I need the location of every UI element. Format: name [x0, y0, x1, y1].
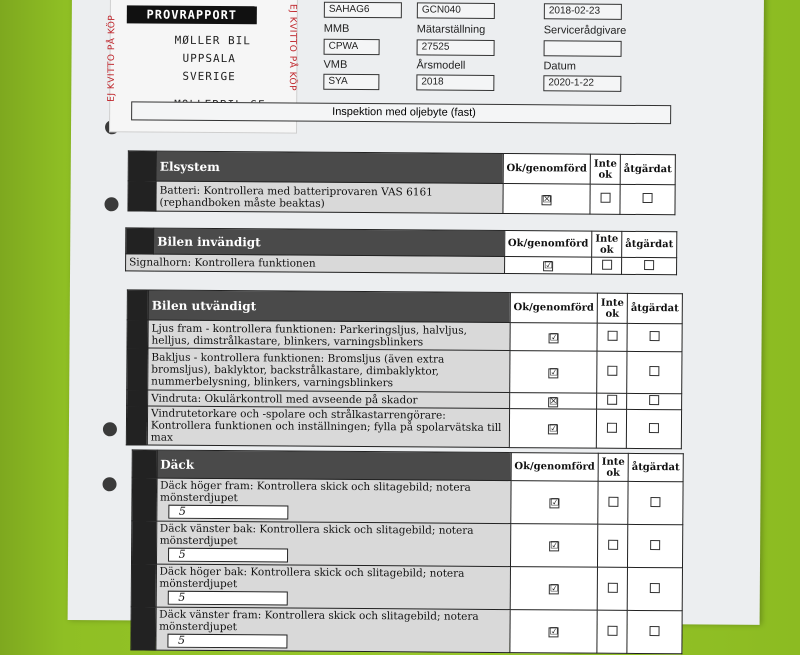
document-page	[68, 0, 764, 647]
col-inte-ok: Inte ok	[597, 293, 627, 323]
check-item: Däck höger fram: Kontrollera skick och slitagebild; notera mönsterdjupet	[159, 479, 471, 505]
atgardat-checkbox[interactable]	[649, 395, 659, 405]
punch-hole	[103, 477, 117, 491]
receipt-line: UPPSALA	[182, 51, 236, 66]
atgardat-checkbox[interactable]	[643, 193, 653, 203]
section-title: Elsystem	[156, 151, 503, 183]
check-item: Bakljus - kontrollera funktionen: Bromsljus (även extra bromsljus), baklyktor, backstrålkastare, dimbaklyktor, nummerbelysning, blinkers, varningsblinkers	[148, 348, 510, 393]
col-atgardat: åtgärdat	[620, 154, 675, 184]
atgardat-checkbox[interactable]	[650, 331, 660, 341]
atgardat-checkbox[interactable]	[644, 260, 654, 270]
field-date-1: 2018-02-23	[544, 3, 622, 20]
tread-depth-field[interactable]: 5	[168, 505, 288, 520]
inte-ok-checkbox[interactable]	[607, 422, 617, 432]
ok-checkbox[interactable]: ☑	[543, 260, 553, 272]
check-item: Batteri: Kontrollera med batteriprovaren VAS 6161 (rephandboken måste beaktas)	[156, 181, 503, 213]
section-title: Bilen utvändigt	[148, 290, 510, 323]
ok-checkbox[interactable]: ☒	[549, 395, 559, 407]
atgardat-checkbox[interactable]	[649, 366, 659, 376]
section-marker	[126, 228, 154, 254]
inte-ok-checkbox[interactable]	[602, 259, 612, 269]
col-inte-ok: Inte ok	[592, 231, 622, 257]
col-inte-ok: Inte ok	[590, 154, 620, 184]
field-vmb: SYA	[323, 74, 379, 90]
check-item: Däck vänster fram: Kontrollera skick och slitagebild; notera mönsterdjupet	[159, 608, 479, 634]
inte-ok-checkbox[interactable]	[607, 582, 617, 592]
section-bilen-invandigt	[125, 227, 677, 275]
section-dack	[130, 449, 683, 654]
label-mmb: MMB	[323, 22, 350, 35]
ok-checkbox[interactable]: ☑	[549, 331, 559, 343]
tread-depth-field[interactable]: 5	[168, 548, 288, 563]
section-title: Däck	[157, 450, 511, 480]
field-code: GCN040	[417, 2, 495, 19]
col-inte-ok: Inte ok	[598, 453, 628, 481]
col-atgardat: åtgärdat	[622, 231, 677, 257]
label-serviceradgivare: Servicerådgivare	[543, 24, 627, 37]
label-datum: Datum	[543, 60, 576, 73]
check-item: Vindruta: Okulärkontroll med avseende på skador	[148, 390, 510, 409]
col-ok: Ok/genomförd	[503, 154, 591, 185]
section-marker	[127, 290, 148, 320]
receipt-title: PROVRAPPORT	[127, 5, 257, 24]
check-item: Vindrutetorkare och -spolare och strålkastarrengörare: Kontrollera funktionen och inställningen; fylla på spolarvätska till max	[147, 406, 509, 448]
inte-ok-checkbox[interactable]	[608, 539, 618, 549]
atgardat-checkbox[interactable]	[650, 497, 660, 507]
punch-hole	[104, 197, 118, 211]
inte-ok-checkbox[interactable]	[607, 395, 617, 405]
tread-depth-field[interactable]: 5	[167, 591, 287, 606]
check-item: Signalhorn: Kontrollera funktionen	[126, 254, 505, 274]
check-item: Däck höger bak: Kontrollera skick och slitagebild; notera mönsterdjupet	[159, 565, 465, 591]
check-item: Däck vänster bak: Kontrollera skick och slitagebild; notera mönsterdjupet	[159, 522, 474, 548]
col-ok: Ok/genomförd	[511, 453, 599, 482]
inte-ok-checkbox[interactable]	[607, 625, 617, 635]
receipt-side-text: EJ KVITTO PÅ KÖP	[286, 3, 298, 92]
atgardat-checkbox[interactable]	[650, 540, 660, 550]
field-datum: 2020-1-22	[543, 75, 621, 92]
service-type: Inspektion med oljebyte (fast)	[131, 101, 671, 124]
receipt-line: SVERIGE	[182, 69, 236, 84]
receipt-line: MØLLER BIL	[174, 33, 251, 48]
section-title: Bilen invändigt	[154, 228, 505, 256]
receipt-side-text: EJ KVITTO PÅ KÖP	[106, 14, 118, 102]
punch-hole	[103, 422, 117, 436]
atgardat-checkbox[interactable]	[649, 423, 659, 433]
section-marker	[132, 450, 157, 478]
ok-checkbox[interactable]: ☑	[548, 423, 558, 435]
ok-checkbox[interactable]: ☑	[549, 540, 560, 552]
ok-checkbox[interactable]: ☒	[542, 193, 552, 205]
field-matarstallning: 27525	[417, 39, 495, 56]
inte-ok-checkbox[interactable]	[607, 366, 617, 376]
ok-checkbox[interactable]: ☑	[550, 497, 560, 509]
field-vin-prefix: SAHAG6	[324, 2, 402, 19]
label-vmb: VMB	[323, 58, 348, 71]
field-arsmodell: 2018	[416, 74, 494, 91]
atgardat-checkbox[interactable]	[650, 583, 660, 593]
inte-ok-checkbox[interactable]	[607, 331, 617, 341]
section-elsystem	[127, 150, 675, 215]
field-mmb: CPWA	[324, 39, 380, 55]
atgardat-checkbox[interactable]	[650, 626, 660, 636]
tread-depth-field[interactable]: 5	[167, 634, 287, 649]
col-atgardat: åtgärdat	[627, 293, 682, 323]
ok-checkbox[interactable]: ☑	[549, 626, 559, 638]
label-arsmodell: Årsmodell	[416, 59, 466, 72]
col-atgardat: åtgärdat	[628, 453, 683, 481]
ok-checkbox[interactable]: ☑	[549, 583, 559, 595]
label-matarstallning: Mätarställning	[416, 23, 486, 36]
section-marker	[128, 151, 156, 181]
field-serviceradgivare	[544, 40, 622, 57]
inte-ok-checkbox[interactable]	[600, 193, 610, 203]
ok-checkbox[interactable]: ☑	[549, 366, 559, 378]
col-ok: Ok/genomförd	[504, 231, 592, 258]
section-bilen-utvandigt	[126, 289, 683, 449]
check-item: Ljus fram - kontrollera funktionen: Parkeringsljus, halvljus, helljus, dimstrålkastare, blinkers, varningsblinkers	[148, 320, 510, 351]
inte-ok-checkbox[interactable]	[608, 496, 618, 506]
col-ok: Ok/genomförd	[510, 293, 598, 324]
